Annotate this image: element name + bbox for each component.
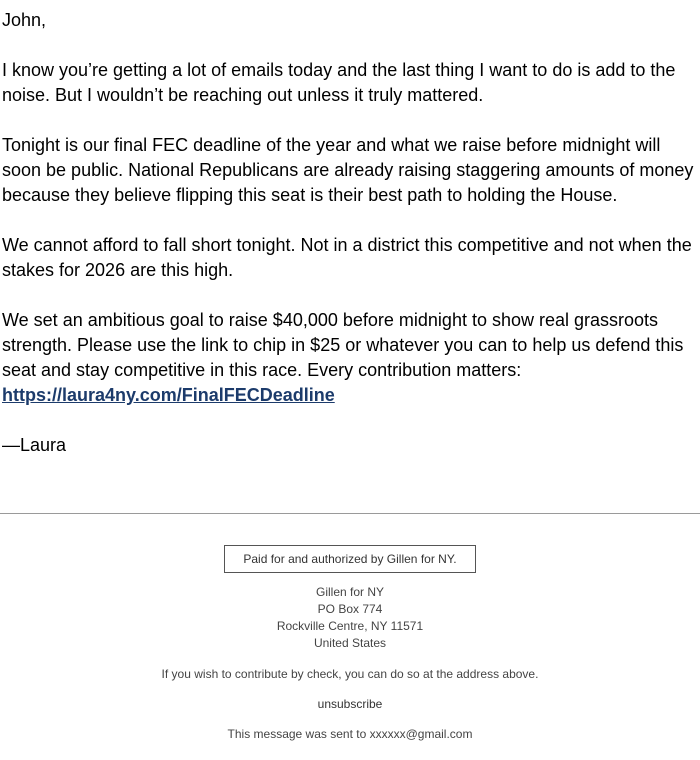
address-city: Rockville Centre, NY 11571 <box>276 619 424 633</box>
mailing-address <box>0 584 700 652</box>
email-footer <box>0 545 700 741</box>
address-po-box: PO Box 774 <box>317 602 383 616</box>
paragraph-intro: I know you’re getting a lot of emails today and the last thing I want to do is add to the noise. But I wouldn’t be reaching out unless it truly mattered. <box>2 60 676 105</box>
ask-text: We set an ambitious goal to raise $40,000 before midnight to show real grassroots strength. Please use the link to chip in $25 or whatever you can to help us defend this seat and stay competitive in this race. Every contribution matters: <box>2 310 684 380</box>
check-contribution-note: If you wish to contribute by check, you can do so at the address above. <box>161 667 539 681</box>
paragraph-stakes: We cannot afford to fall short tonight. Not in a district this competitive and not when the stakes for 2026 are this high. <box>2 235 692 280</box>
paid-for-disclaimer: Paid for and authorized by Gillen for NY. <box>224 545 476 573</box>
paragraph-deadline: Tonight is our final FEC deadline of the year and what we raise before midnight will soon be public. National Republicans are already raising staggering amounts of money because they believe flipping this seat is their best path to holding the House. <box>2 135 694 205</box>
greeting: John, <box>2 10 47 30</box>
donate-link[interactable]: https://laura4ny.com/FinalFECDeadline <box>2 385 335 405</box>
signature: —Laura <box>2 435 67 455</box>
address-country: United States <box>313 636 387 650</box>
paragraph-ask <box>2 308 698 408</box>
unsubscribe-link[interactable]: unsubscribe <box>317 697 383 711</box>
address-org: Gillen for NY <box>315 585 385 599</box>
footer-divider <box>0 513 700 514</box>
recipient-notice: This message was sent to xxxxxx@gmail.com <box>227 727 473 741</box>
